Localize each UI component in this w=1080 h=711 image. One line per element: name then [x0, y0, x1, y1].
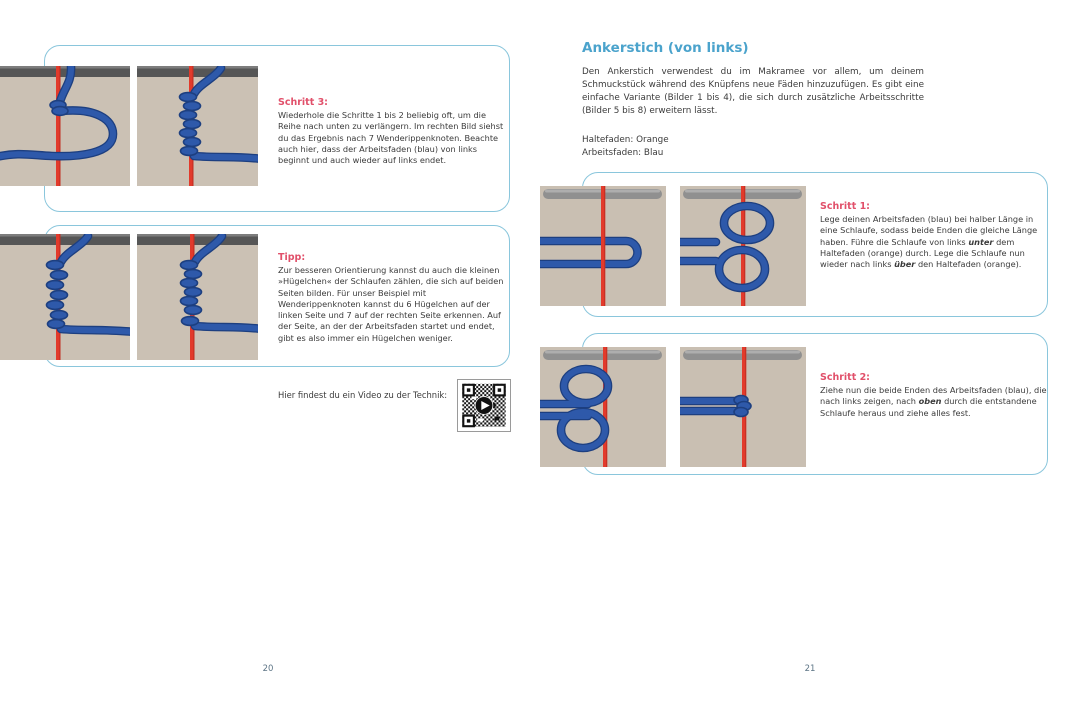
tipp-body: Zur besseren Orientierung kannst du auch die kleinen »Hügelchen« der Schlaufen zählen, die sich auf beiden Seiten bilden. Für unser Beispiel mit Wenderippenknoten kannst du 6 Hügelchen auf der linken Seite und 7 auf der rechten Seite erkennen. Auf der Seite, an der der Arbeitsfaden startet und endet, gibt es also immer ein Hügelchen weniger. [278, 265, 504, 343]
step3-title: Schritt 3: [278, 97, 328, 108]
photo-step3-single-knot [0, 66, 130, 186]
photo-step1-loop-under [540, 186, 666, 306]
page-number-left: 20 [262, 664, 274, 674]
step1-body: Lege deinen Arbeitsfaden (blau) bei halber Länge in eine Schlaufe, sodass beide Enden die gleiche Länge haben. Führe die Schlaufe von links unter dem Haltefaden (orange) durch. Lege die Schlaufe nun wieder nach links über den Haltefaden (orange). [820, 214, 1038, 270]
tipp-title: Tipp: [278, 252, 306, 263]
intro-paragraph: Den Ankerstich verwendest du im Makramee vor allem, um deinem Schmuckstück während des Knüpfens neue Fäden hinzuzufügen. Es gibt eine einfache Variante (Bilder 1 bis 4), die sich durch zusätzliche Arbeitsschritte (Bilder 5 bis 8) erweitern lässt. [582, 67, 924, 116]
photo-tipp-knot-column-left [0, 234, 130, 360]
photo-step2-tightened [680, 347, 806, 467]
step2-block [820, 372, 1050, 419]
photo-step3-knot-column [137, 66, 258, 186]
tipp-block [278, 252, 510, 344]
material-haltefaden: Haltefaden: Orange [582, 135, 669, 145]
step1-block [820, 201, 1050, 270]
materials-list [582, 134, 669, 160]
photo-step1-loop-over [680, 186, 806, 306]
step2-title: Schritt 2: [820, 372, 870, 383]
material-arbeitsfaden: Arbeitsfaden: Blau [582, 148, 664, 159]
qr-code-graphic [458, 379, 510, 432]
qr-code [457, 379, 511, 432]
play-icon [475, 396, 493, 414]
step3-body: Wiederhole die Schritte 1 bis 2 beliebig oft, um die Reihe nach unten zu verlängern. Im rechten Bild siehst du das Ergebnis nach 7 Wenderippenknoten. Beachte auch hier, dass der Arbeitsfaden (blau) von links beginnt und auch wieder auf links endet. [278, 110, 504, 166]
photo-tipp-knot-column-right [137, 234, 258, 360]
video-caption: Hier findest du ein Video zu der Technik: [278, 390, 448, 400]
step1-title: Schritt 1: [820, 201, 870, 212]
step3-block [278, 97, 508, 166]
section-heading: Ankerstich (von links) [582, 40, 749, 56]
step2-body: Ziehe nun die beide Enden des Arbeitsfaden (blau), die nach links zeigen, nach oben durch die entstandene Schlaufe heraus und ziehe alles fest. [820, 385, 1047, 418]
page-number-right: 21 [804, 664, 816, 674]
photo-step2-loops [540, 347, 666, 467]
